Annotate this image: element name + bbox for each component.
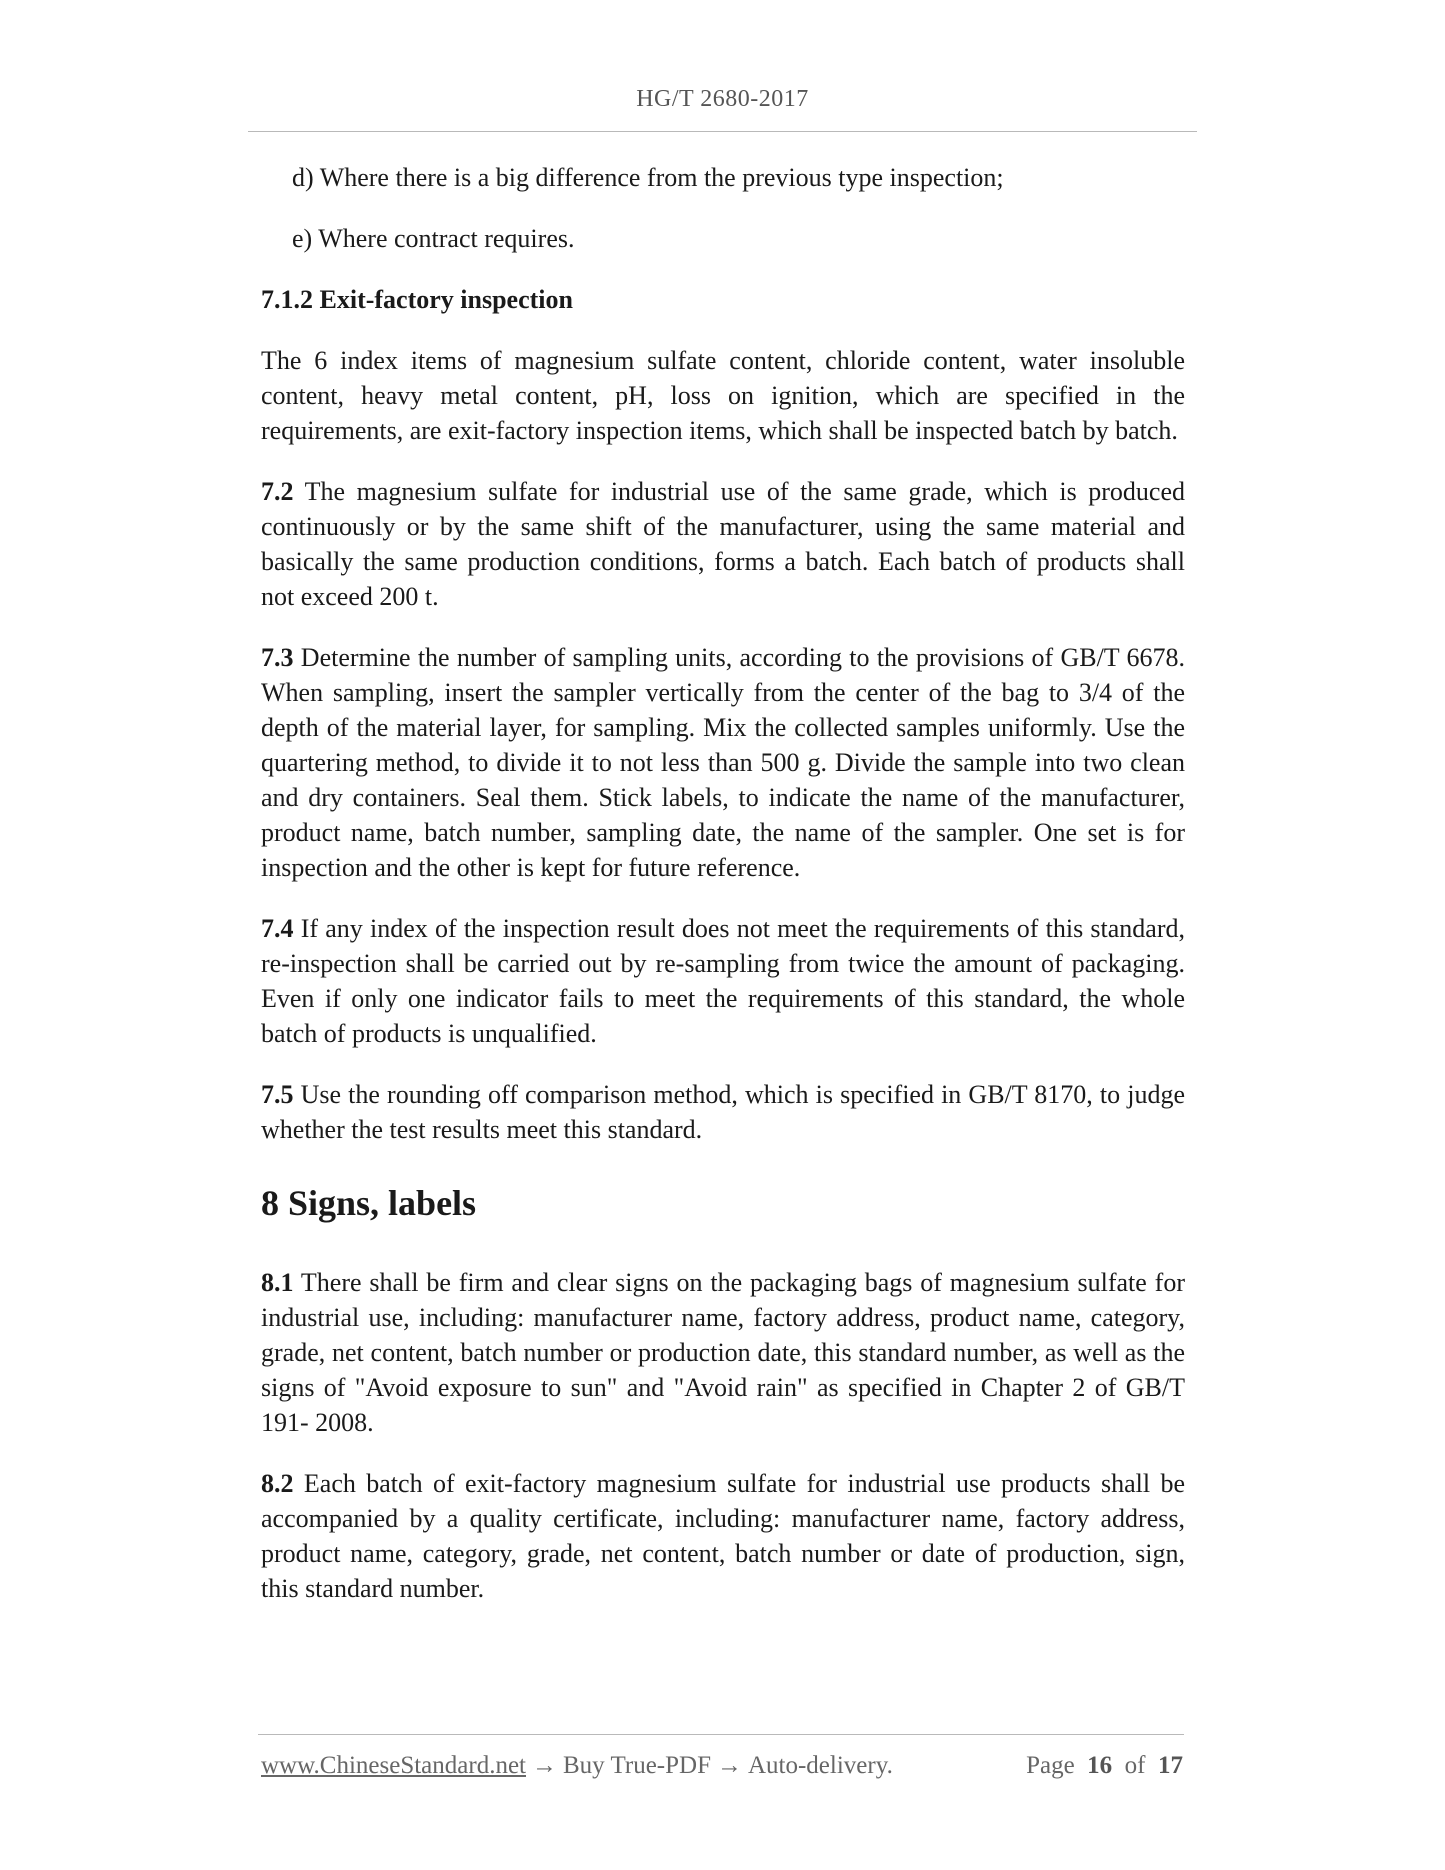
footer-divider: [258, 1734, 1184, 1735]
clause-text: The magnesium sulfate for industrial use of the same grade, which is produced continuously or by the same shift of the manufacturer, using the same material and basically the same production conditions, forms a batch. Each batch of products shall not exceed 200 t.: [261, 477, 1186, 611]
clause-8-2: [261, 1466, 1185, 1606]
header-divider: [248, 131, 1197, 132]
clause-number: 7.2: [261, 477, 294, 506]
section-heading-8: 8 Signs, labels: [261, 1183, 477, 1223]
clause-7-5: [261, 1077, 1185, 1147]
subsection-heading-7-1-2: 7.1.2 Exit-factory inspection: [261, 285, 573, 314]
document-header: HG/T 2680-2017: [636, 86, 809, 112]
clause-7-4: [261, 911, 1185, 1051]
clause-text: If any index of the inspection result does not meet the requirements of this standard, re-inspection shall be carried out by re-sampling from twice the amount of packaging. Even if only one indicator fails to meet the requirements of this standard, the whole batch of products is unqualified.: [261, 914, 1185, 1048]
current-page: 16: [1087, 1752, 1113, 1779]
auto-delivery-text: Auto-delivery.: [747, 1752, 893, 1779]
clause-8-1: [261, 1265, 1185, 1440]
clause-text: Determine the number of sampling units, according to the provisions of GB/T 6678. When sampling, insert the sampler vertically from the center of the bag to 3/4 of the depth of the material layer, for sampling. Mix the collected samples uniformly. Use the quartering method, to divide it to not less than 500 g. Divide the sample into two clean and dry containers. Seal them. Stick labels, to indicate the name of the manufacturer, product name, batch number, sampling date, the name of the sampler. One set is for inspection and the other is kept for future reference.: [261, 643, 1185, 882]
clause-text: Use the rounding off comparison method, which is specified in GB/T 8170, to judge whether the test results meet this standard.: [261, 1080, 1185, 1144]
subsection-text-7-1-2: The 6 index items of magnesium sulfate content, chloride content, water insoluble content, heavy metal content, pH, loss on ignition, which are specified in the requirements, are exit-factory inspection items, which shall be inspected batch by batch.: [261, 346, 1185, 445]
footer-links: [261, 1752, 893, 1780]
clause-text: There shall be firm and clear signs on the packaging bags of magnesium sulfate for industrial use, including: manufacturer name, factory address, product name, category, grade, net content, batch number or production date, this standard number, as well as the signs of "Avoid exposure to sun" and "Avoid rain" as specified in Chapter 2 of GB/T 191- 2008.: [261, 1268, 1185, 1437]
clause-number: 8.2: [261, 1469, 294, 1498]
total-pages: 17: [1158, 1752, 1183, 1779]
arrow-right-icon: →: [716, 1752, 742, 1779]
of-label: of: [1124, 1752, 1146, 1779]
clause-number: 8.1: [261, 1268, 294, 1297]
buy-pdf-text: Buy True-PDF: [563, 1752, 711, 1779]
clause-number: 7.3: [261, 643, 294, 672]
arrow-right-icon: →: [532, 1752, 557, 1779]
website-link[interactable]: www.ChineseStandard.net: [261, 1752, 526, 1779]
page-number-indicator: [1026, 1752, 1183, 1780]
clause-text: Each batch of exit-factory magnesium sulfate for industrial use products shall be accompanied by a quality certificate, including: manufacturer name, factory address, product name, category, grade, net content, batch number or date of production, sign, this standard number.: [261, 1469, 1186, 1603]
page-body: [261, 160, 1185, 1632]
clause-number: 7.5: [261, 1080, 294, 1109]
list-item-e: e) Where contract requires.: [292, 224, 575, 253]
list-item-d: d) Where there is a big difference from the previous type inspection;: [292, 163, 1004, 192]
clause-7-3: [261, 640, 1185, 885]
clause-7-2: [261, 474, 1185, 614]
page-label: Page: [1026, 1752, 1075, 1779]
clause-number: 7.4: [261, 914, 294, 943]
